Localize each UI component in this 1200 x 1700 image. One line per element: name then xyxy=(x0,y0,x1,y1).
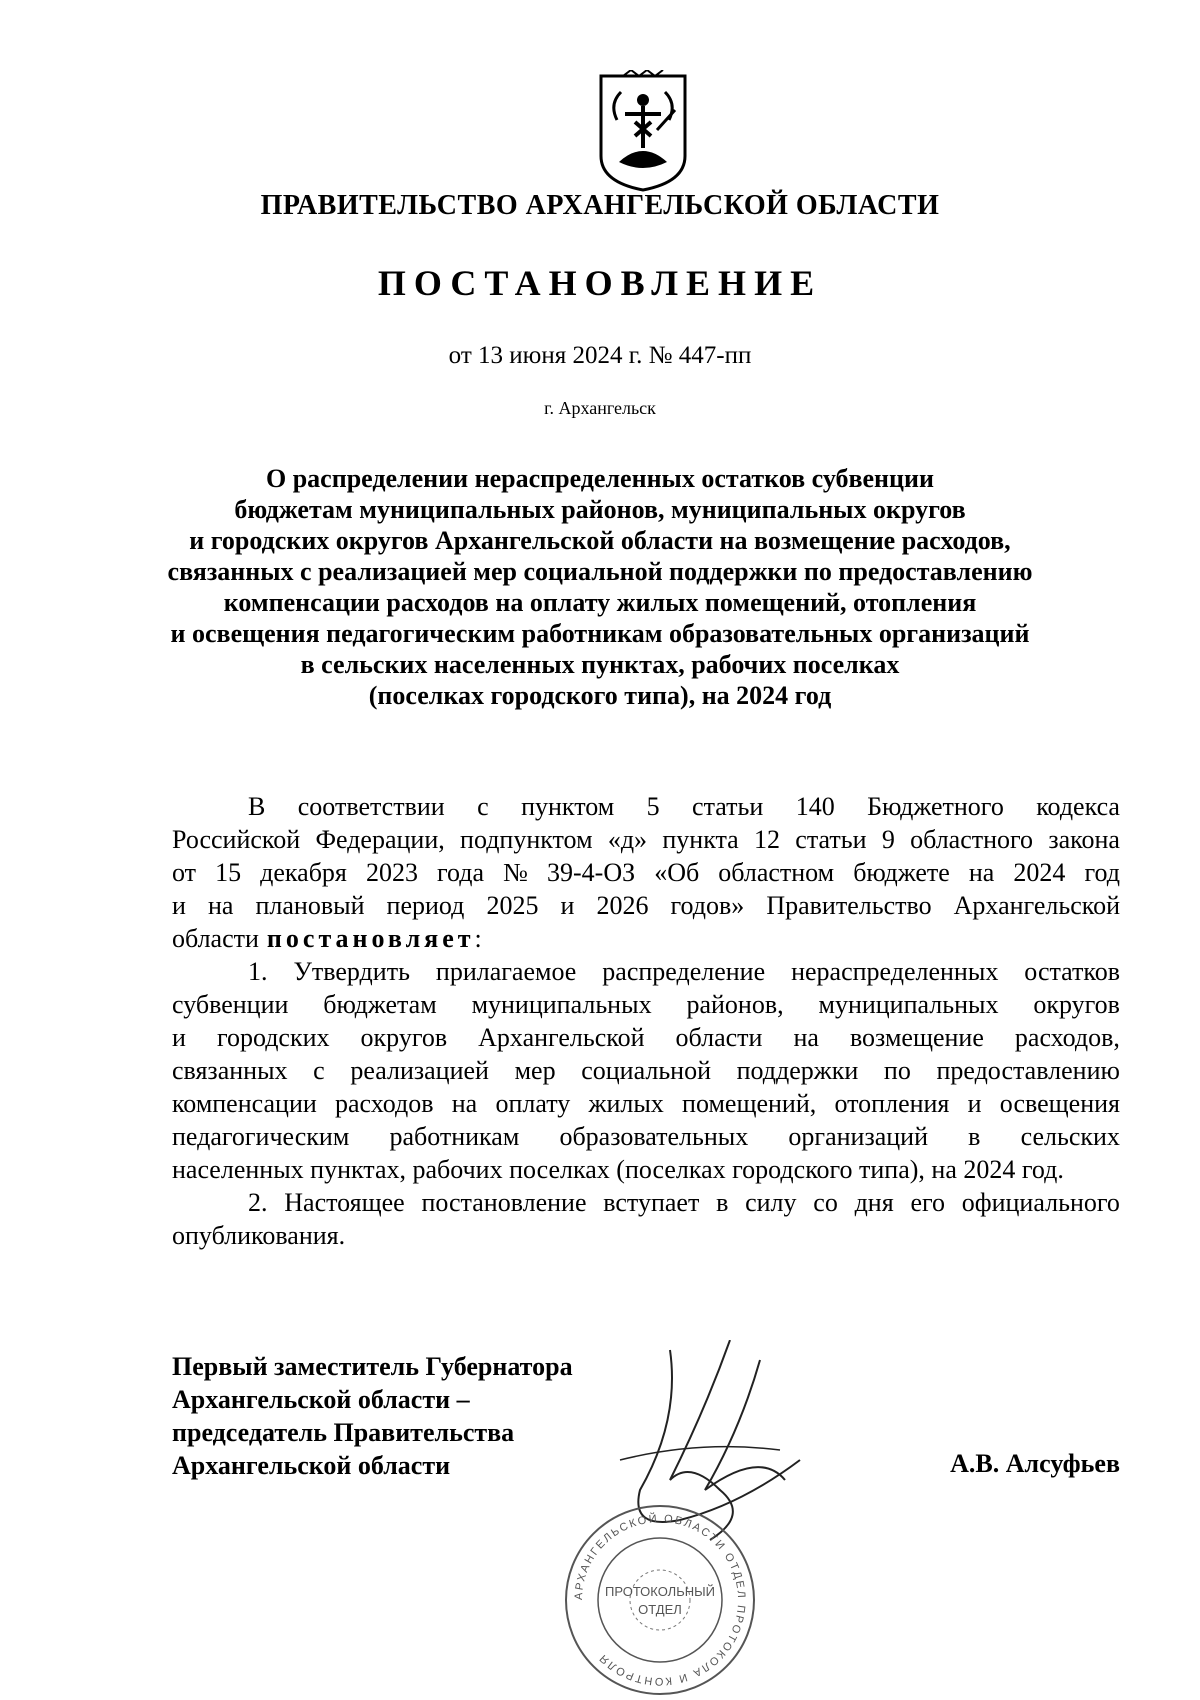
title-line: и освещения педагогическим работникам образовательных организаций xyxy=(170,619,1030,648)
word: мер xyxy=(514,1056,556,1085)
word: прилагаемое xyxy=(435,957,577,986)
word: отопления xyxy=(834,1089,950,1118)
word: округов xyxy=(360,1023,448,1052)
official-stamp-icon xyxy=(560,1500,760,1700)
word: организаций xyxy=(788,1122,929,1151)
government-name: ПРАВИТЕЛЬСТВО АРХАНГЕЛЬСКОЙ ОБЛАСТИ xyxy=(260,190,940,221)
word: работникам xyxy=(389,1122,520,1151)
document-date-number: от 13 июня 2024 г. № 447-пп xyxy=(448,342,752,369)
word: предоставлению xyxy=(936,1056,1120,1085)
justified-line xyxy=(172,1087,1120,1120)
coat-of-arms-icon xyxy=(595,70,691,194)
word: в xyxy=(968,1122,981,1151)
word: сельских xyxy=(1020,1122,1120,1151)
word: дня xyxy=(854,1188,894,1217)
word: Настоящее xyxy=(284,1188,405,1217)
word: поддержки xyxy=(736,1056,859,1085)
word: остатков xyxy=(1024,957,1120,986)
word: в xyxy=(716,1188,729,1217)
title-line: в сельских населенных пунктах, рабочих поселках xyxy=(300,650,900,679)
word: реализацией xyxy=(350,1056,489,1085)
justified-line xyxy=(172,1054,1120,1087)
word: помещений, xyxy=(682,1089,817,1118)
stamp-center-line-1: ПРОТОКОЛЬНЫЙ xyxy=(604,1584,716,1599)
word: № xyxy=(503,858,528,887)
preamble-suffix: : xyxy=(474,924,482,953)
word: бюджете xyxy=(853,858,950,887)
word: Федерации, xyxy=(315,825,445,854)
word: 2. xyxy=(248,1188,268,1217)
word: области xyxy=(675,1023,763,1052)
word: года xyxy=(437,858,485,887)
justified-line xyxy=(172,823,1120,856)
justified-line xyxy=(172,889,1120,922)
document-title xyxy=(150,463,1050,711)
word: Российской xyxy=(172,825,301,854)
title-line: бюджетам муниципальных районов, муниципальных округов xyxy=(234,495,966,524)
word: пункта xyxy=(662,825,739,854)
word: Архангельской xyxy=(953,891,1120,920)
word: областном xyxy=(718,858,835,887)
document-city: г. Архангельск xyxy=(544,398,656,418)
signer-line: председатель Правительства xyxy=(172,1418,515,1447)
word: муниципальных xyxy=(471,990,652,1019)
word: и xyxy=(560,891,575,920)
decree-word: постановляет xyxy=(266,924,475,953)
word: Архангельской xyxy=(478,1023,645,1052)
title-line: и городских округов Архангельской области на возмещение расходов, xyxy=(189,526,1011,555)
word: муниципальных xyxy=(818,990,999,1019)
word: 2025 xyxy=(486,891,539,920)
word: пунктом xyxy=(521,792,615,821)
word: распределение xyxy=(602,957,766,986)
word: В xyxy=(248,792,266,821)
title-line: О распределении нераспределенных остатков субвенции xyxy=(266,464,934,493)
word: 5 xyxy=(646,792,660,821)
word: с xyxy=(313,1056,325,1085)
word: Бюджетного xyxy=(867,792,1004,821)
word: освещения xyxy=(999,1089,1120,1118)
justified-line xyxy=(172,856,1120,889)
word: его xyxy=(910,1188,945,1217)
word: 1. xyxy=(248,957,268,986)
title-line: (поселках городского типа), на 2024 год xyxy=(368,681,832,710)
signer-name: А.В. Алсуфьев xyxy=(950,1449,1120,1478)
word: социальной xyxy=(581,1056,711,1085)
justified-line xyxy=(172,790,1120,823)
preamble-prefix: области xyxy=(172,924,259,953)
word: период xyxy=(386,891,465,920)
word: кодекса xyxy=(1036,792,1120,821)
word: компенсации xyxy=(172,1089,317,1118)
word: жилых xyxy=(588,1089,664,1118)
justified-line xyxy=(172,1186,1120,1219)
word: на xyxy=(793,1023,819,1052)
document-type: ПОСТАНОВЛЕНИЕ xyxy=(377,263,823,303)
word: декабря xyxy=(260,858,347,887)
word: городских xyxy=(216,1023,330,1052)
word: с xyxy=(477,792,489,821)
stamp-ring-text: АРХАНГЕЛЬСКОЙ ОБЛАСТИ ОТДЕЛ ПРОТОКОЛА И КОНТРОЛЯ xyxy=(572,1512,748,1688)
signer-line: Архангельской области xyxy=(172,1451,451,1480)
item2-last-line: опубликования. xyxy=(172,1221,346,1250)
word: 2024 xyxy=(1013,858,1066,887)
word: 2023 xyxy=(365,858,418,887)
word: год xyxy=(1084,858,1120,887)
word: 2026 xyxy=(596,891,649,920)
preamble-last-line xyxy=(172,922,1120,955)
word: районов, xyxy=(686,990,784,1019)
word: 39-4-ОЗ xyxy=(547,858,636,887)
item1-last-line: населенных пунктах, рабочих поселках (поселках городского типа), на 2024 год. xyxy=(172,1155,1064,1184)
title-line: компенсации расходов на оплату жилых помещений, отопления xyxy=(223,588,977,617)
justified-line xyxy=(172,988,1120,1021)
word: педагогическим xyxy=(172,1122,350,1151)
justified-line xyxy=(172,1021,1120,1054)
word: 140 xyxy=(795,792,835,821)
signer-position xyxy=(172,1350,573,1482)
word: оплату xyxy=(495,1089,571,1118)
word: подпунктом xyxy=(460,825,593,854)
word: статьи xyxy=(692,792,764,821)
title-line: связанных с реализацией мер социальной поддержки по предоставлению xyxy=(167,557,1033,586)
word: 15 xyxy=(215,858,242,887)
word: «д» xyxy=(607,825,648,854)
word: от xyxy=(172,858,197,887)
word: и xyxy=(967,1089,982,1118)
word: расходов xyxy=(335,1089,434,1118)
word: областного xyxy=(910,825,1034,854)
word: на xyxy=(451,1089,478,1118)
word: субвенции xyxy=(172,990,289,1019)
word: и xyxy=(172,1023,186,1052)
word: нераспределенных xyxy=(791,957,999,986)
word: расходов, xyxy=(1014,1023,1120,1052)
signer-line: Архангельской области – xyxy=(172,1385,470,1414)
word: по xyxy=(883,1056,911,1085)
justified-line xyxy=(172,1120,1120,1153)
word: статьи xyxy=(795,825,867,854)
stamp-center-line-2: ОТДЕЛ xyxy=(638,1602,682,1617)
word: силу xyxy=(745,1188,797,1217)
word: закона xyxy=(1048,825,1120,854)
word: возмещение xyxy=(849,1023,984,1052)
word: 12 xyxy=(754,825,780,854)
word: со xyxy=(813,1188,838,1217)
signer-line: Первый заместитель Губернатора xyxy=(172,1352,573,1381)
word: официального xyxy=(961,1188,1120,1217)
word: и xyxy=(172,891,186,920)
word: 9 xyxy=(881,825,895,854)
document-body xyxy=(172,790,1120,1252)
word: округов xyxy=(1033,990,1120,1019)
word: на xyxy=(207,891,234,920)
word: образовательных xyxy=(559,1122,749,1151)
word: годов» xyxy=(670,891,745,920)
word: плановый xyxy=(255,891,365,920)
word: постановление xyxy=(421,1188,587,1217)
word: «Об xyxy=(654,858,700,887)
word: Правительство xyxy=(766,891,932,920)
word: вступает xyxy=(603,1188,700,1217)
word: связанных xyxy=(172,1056,288,1085)
word: соответствии xyxy=(297,792,445,821)
word: бюджетам xyxy=(323,990,437,1019)
word: на xyxy=(968,858,995,887)
justified-line xyxy=(172,955,1120,988)
word: Утвердить xyxy=(293,957,410,986)
